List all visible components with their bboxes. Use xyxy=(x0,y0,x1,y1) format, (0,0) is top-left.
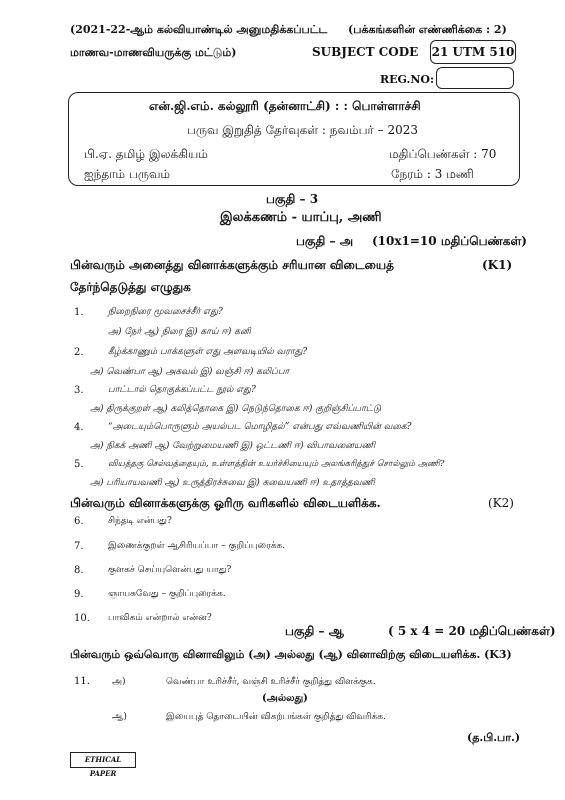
question-text: பாவிகம் என்றால் என்ன? xyxy=(108,613,212,623)
year-note: (2021-22-ஆம் கல்வியாண்டில் அனுமதிக்கப்பட்ட xyxy=(70,23,328,36)
q-number: 4. xyxy=(74,422,84,433)
subject-code-label: SUBJECT CODE xyxy=(312,45,419,59)
part-heading: பகுதி – 3 xyxy=(266,192,319,206)
k2-label: (K2) xyxy=(488,496,514,510)
exam-time: நேரம் : 3 மணி xyxy=(391,167,474,181)
q-number: 2. xyxy=(74,347,84,358)
options-text: அ) நேர் ஆ) நிரை இ) காய் ஈ) கனி xyxy=(108,327,251,337)
q-number: 7. xyxy=(74,541,84,552)
max-marks: மதிப்பெண்கள் : 70 xyxy=(389,147,497,161)
q-number: 6. xyxy=(74,516,84,527)
or-label: (அல்லது) xyxy=(262,693,308,704)
reg-no-label: REG.NO: xyxy=(380,73,435,86)
pto-label: (த.பி.பா.) xyxy=(467,731,521,744)
question-text: இணைக்குறள் ஆசிரியப்பா – குறிப்புரைக்க. xyxy=(108,541,286,551)
paper-title: இலக்கணம் - யாப்பு, அணி xyxy=(220,210,382,225)
question-text: குளகச் செய்யுளென்பது யாது? xyxy=(108,565,232,575)
option-b-text: இயைபுத் தொடையின் விகற்பங்கள் குறித்து விவரிக்க. xyxy=(166,712,386,722)
options-text: அ) நிகக் அணி ஆ) வேற்றுமையணி இ) ஒட்டணி ஈ) விபாவனையணி xyxy=(90,441,376,451)
exam-info-box xyxy=(68,92,520,186)
q-number: 10. xyxy=(74,613,90,624)
q-number: 1. xyxy=(74,307,84,318)
section-b-title: பகுதி – ஆ xyxy=(285,624,344,638)
ethical-paper-stamp xyxy=(70,752,136,778)
college-name: என்.ஜி.எம். கல்லூரி (தன்னாட்சி) : : பொள்ளாச்சி xyxy=(149,99,421,113)
options-text: அ) வெண்பா ஆ) அகவல் இ) வஞ்சி ஈ) கலிப்பா xyxy=(90,367,290,377)
question-text: கீழ்க்காணும் பாக்களுள் எது அளவடியில் வராது? xyxy=(108,347,308,357)
exam-title: பருவ இறுதித் தேர்வுகள் : நவம்பர் – 2023 xyxy=(187,123,418,137)
semester: ஐந்தாம் பருவம் xyxy=(84,167,171,181)
pages-note: (பக்கங்களின் எண்ணிக்கை : 2) xyxy=(348,23,507,36)
subject-code: 21 UTM 510 xyxy=(431,45,515,59)
k1-label: (K1) xyxy=(482,258,513,272)
question-text: நிறைநிரை மூவசைச்சீர் எது? xyxy=(108,307,223,317)
course-name: பி.ஏ. தமிழ் இலக்கியம் xyxy=(84,147,208,161)
stamp-text: ETHICAL PAPER xyxy=(84,755,122,778)
section-b-marks: ( 5 x 4 = 20 மதிப்பெண்கள்) xyxy=(388,624,556,638)
section-a-marks: (10x1=10 மதிப்பெண்கள்) xyxy=(372,234,527,248)
students-note: மாணவ-மாணவியருக்கு மட்டும்) xyxy=(70,46,237,59)
question-text: வியத்தகு செல்வத்தையும், உள்ளத்தின் உயர்ச்சியையும் அலங்கரித்துச் சொல்லும் அணி? xyxy=(108,459,445,469)
option-a-label: அ) xyxy=(112,677,126,687)
q-number: 8. xyxy=(74,565,84,576)
reg-no-field[interactable] xyxy=(436,67,514,89)
section-b-instruction: பின்வரும் ஒவ்வொரு வினாவிலும் (அ) அல்லது (ஆ) வினாவிற்கு விடையளிக்க. (K3) xyxy=(70,648,512,661)
q-number: 5. xyxy=(74,459,84,470)
section-a-instruction-2: தேர்ந்தெடுத்து எழுதுக xyxy=(70,280,191,294)
section-a-instruction-k2: பின்வரும் வினாக்களுக்கு ஓரிரு வரிகளில் விடையளிக்க. xyxy=(70,496,381,510)
options-text: அ) பரியாயவணி ஆ) உருத்திரச்சுவை இ) சுவையணி ஈ) உதாத்தவணி xyxy=(90,478,375,488)
options-text: அ) திருக்குறள் ஆ) கலித்தொகை இ) நெடுந்தொகை ஈ) குறிஞ்சிப்பாட்டு xyxy=(90,404,381,414)
question-text: பாட்டால் தொகுக்கப்பட்ட நூல் எது? xyxy=(108,385,256,395)
section-a-title: பகுதி – அ xyxy=(296,234,354,248)
q-number: 11. xyxy=(74,676,90,687)
question-text: சிந்தடி என்பது? xyxy=(108,516,172,526)
question-text: ஞாயசுவேது – குறிப்புரைக்க. xyxy=(108,589,226,599)
section-a-instruction: பின்வரும் அனைத்து வினாக்களுக்கும் சரியான விடையைத் xyxy=(70,258,394,272)
q-number: 3. xyxy=(74,385,84,396)
option-b-label: ஆ) xyxy=(112,712,127,722)
subject-code-box xyxy=(430,40,516,64)
question-text: “அடையும்பொருளும் அயல்பட மொழிதல்” என்பது எவ்வணியின் வகை? xyxy=(108,422,412,432)
q-number: 9. xyxy=(74,589,84,600)
option-a-text: வெண்பா உரிச்சீர், வஞ்சி உரிச்சீர் குறித்து விளக்குக. xyxy=(166,677,376,687)
